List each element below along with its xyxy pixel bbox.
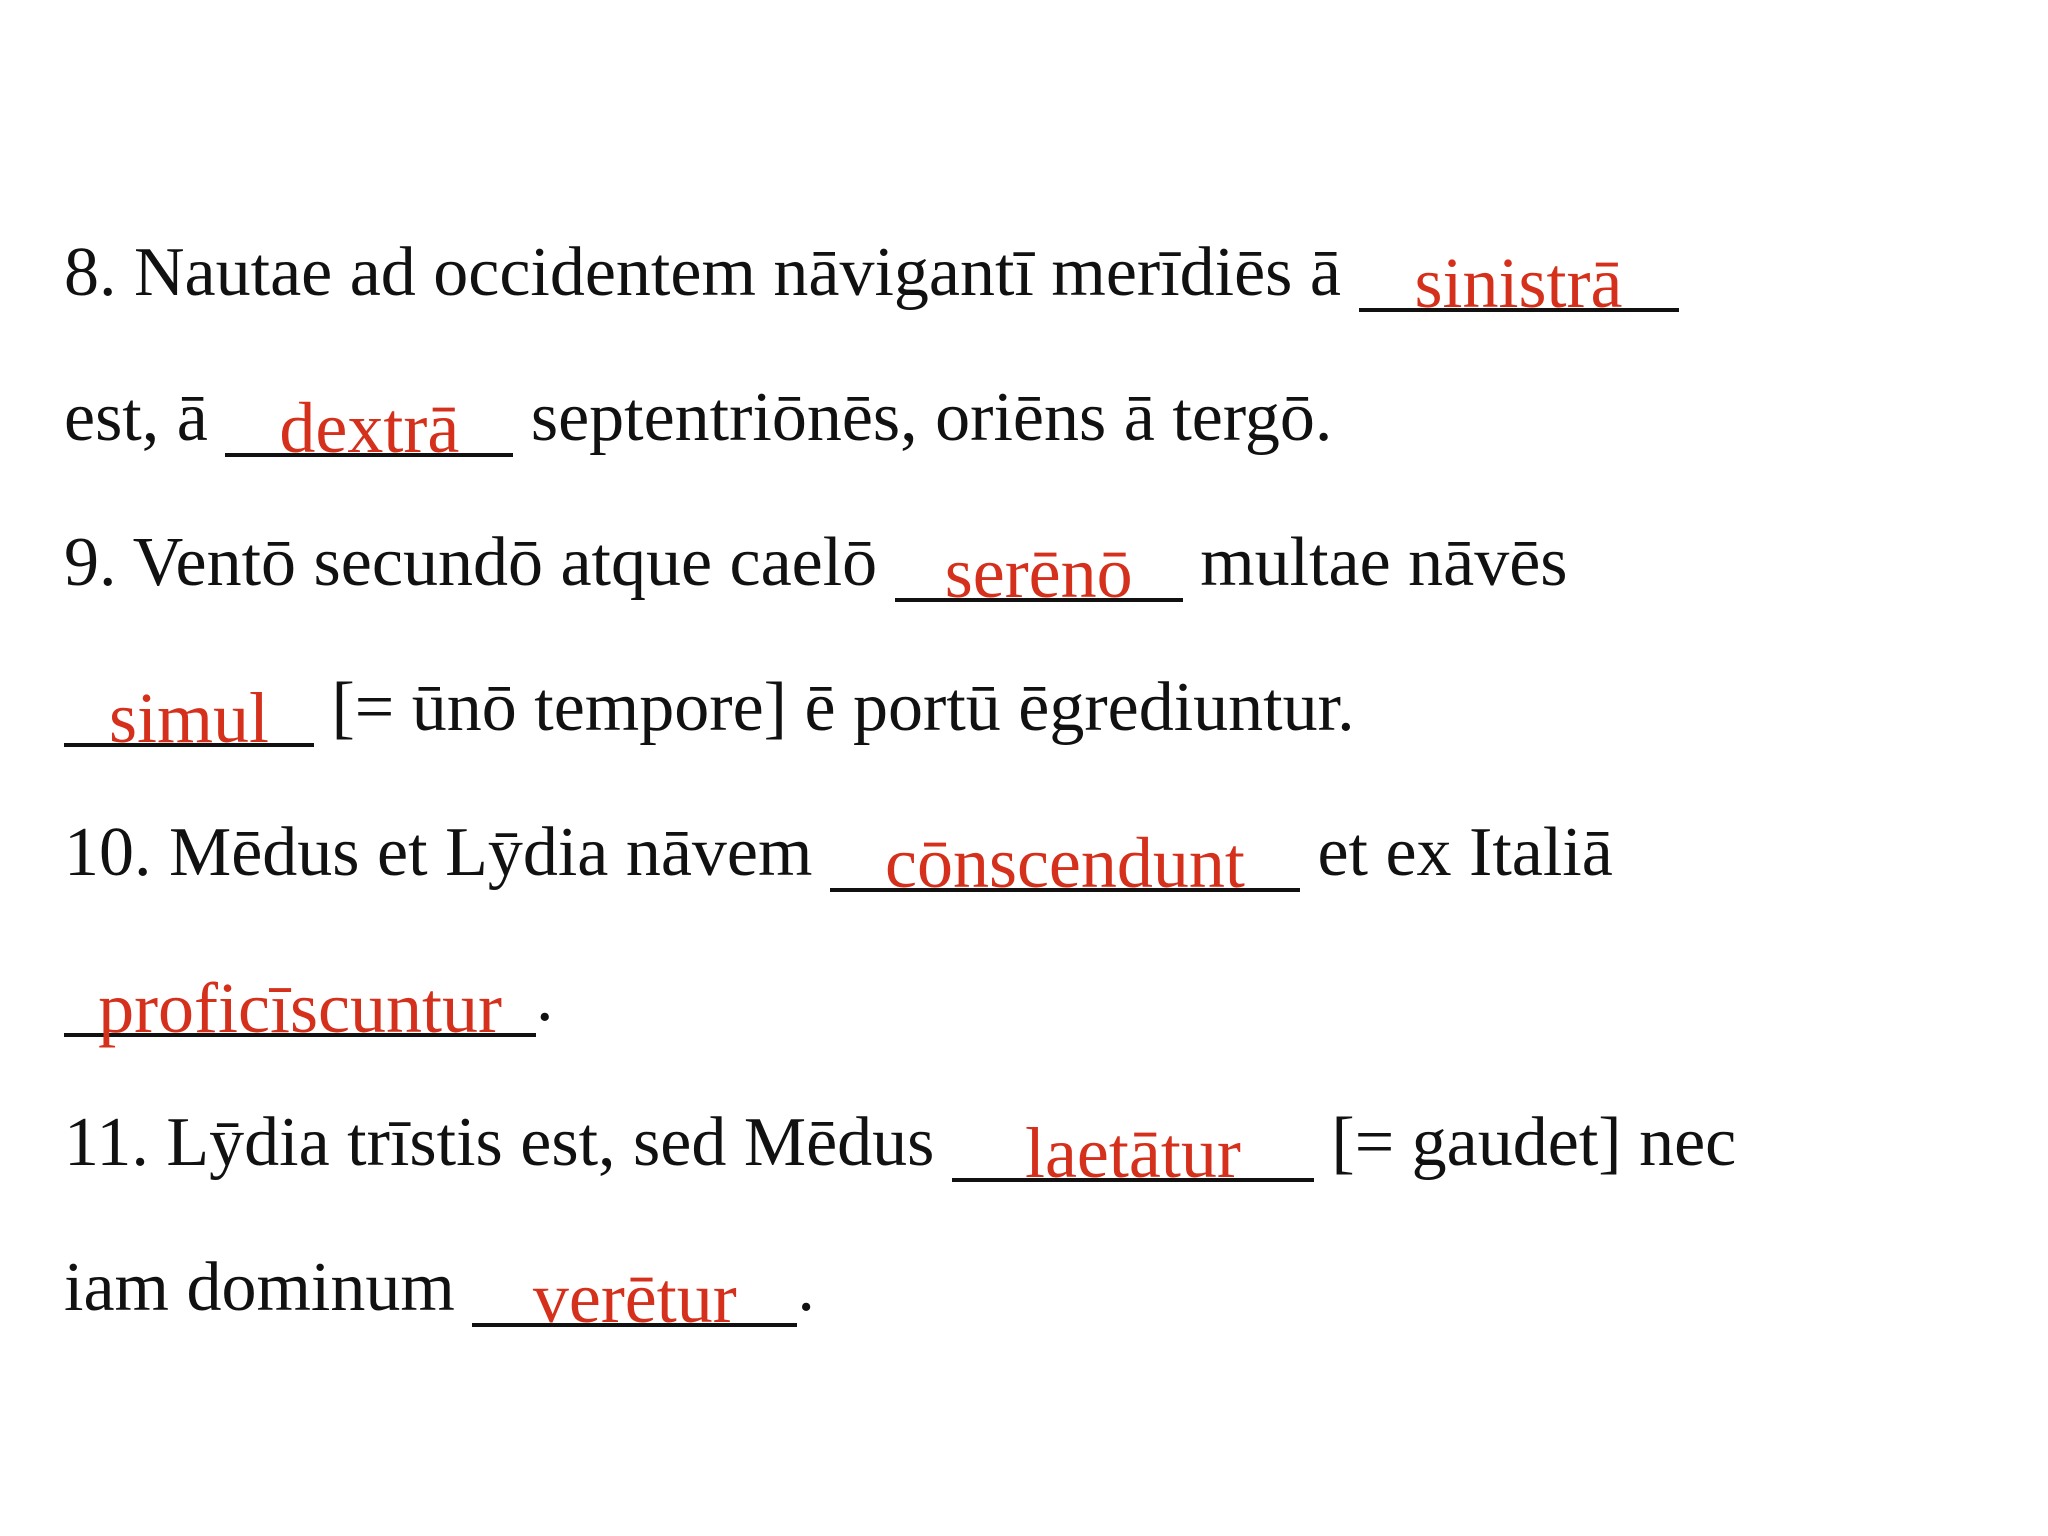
answer-blank-sereno — [895, 508, 1183, 618]
answer-laetatur: laetātur — [1024, 1113, 1241, 1193]
item-10-line-2 — [64, 943, 554, 1053]
item-10-text-a: Mēdus et Lȳdia nāvem — [169, 814, 813, 891]
item-11-line-1 — [64, 1088, 1736, 1198]
answer-blank-dextra — [225, 363, 513, 473]
answer-veretur: verētur — [532, 1258, 737, 1338]
item-9-line-2 — [64, 653, 1355, 763]
item-10-text-b: et ex Italiā — [1317, 814, 1613, 891]
item-8-line-2 — [64, 363, 1332, 473]
answer-conscendunt: cōnscendunt — [884, 823, 1245, 903]
item-10-text-c: . — [536, 959, 554, 1036]
item-11-text-d: . — [797, 1249, 815, 1326]
item-9-text-c: [= ūnō tempore] ē portū ēgrediuntur. — [331, 669, 1355, 746]
item-11-text-a: Lȳdia trīstis est, sed Mēdus — [166, 1104, 935, 1181]
item-10-line-1 — [64, 798, 1613, 908]
answer-simul: simul — [108, 678, 270, 758]
answer-blank-sinistra — [1359, 218, 1679, 328]
answer-blank-laetatur — [952, 1088, 1314, 1198]
item-8-text-a: Nautae ad occidentem nāvigantī merīdiēs ā — [134, 234, 1341, 311]
item-10-number: 10. — [64, 814, 152, 891]
item-11-line-2 — [64, 1233, 815, 1343]
item-8-text-b: est, ā — [64, 379, 208, 456]
item-9-line-1 — [64, 508, 1568, 618]
answer-blank-conscendunt — [830, 798, 1300, 908]
answer-blank-veretur — [472, 1233, 797, 1343]
item-9-number: 9. — [64, 524, 117, 601]
answer-proficiscuntur: proficīscuntur — [98, 968, 502, 1048]
answer-sinistra: sinistrā — [1414, 243, 1623, 323]
item-8-line-1 — [64, 218, 1679, 328]
answer-sereno: serēnō — [944, 533, 1133, 613]
item-11-text-b: [= gaudet] nec — [1331, 1104, 1737, 1181]
item-8-text-c: septentriōnēs, oriēns ā tergō. — [530, 379, 1333, 456]
item-11-number: 11. — [64, 1104, 149, 1181]
item-9-text-b: multae nāvēs — [1200, 524, 1568, 601]
answer-blank-proficiscuntur — [64, 943, 536, 1053]
item-9-text-a: Ventō secundō atque caelō — [132, 524, 878, 601]
answer-dextra: dextrā — [279, 388, 460, 468]
answer-blank-simul — [64, 653, 314, 763]
item-11-text-c: iam dominum — [64, 1249, 455, 1326]
item-8-number: 8. — [64, 234, 117, 311]
